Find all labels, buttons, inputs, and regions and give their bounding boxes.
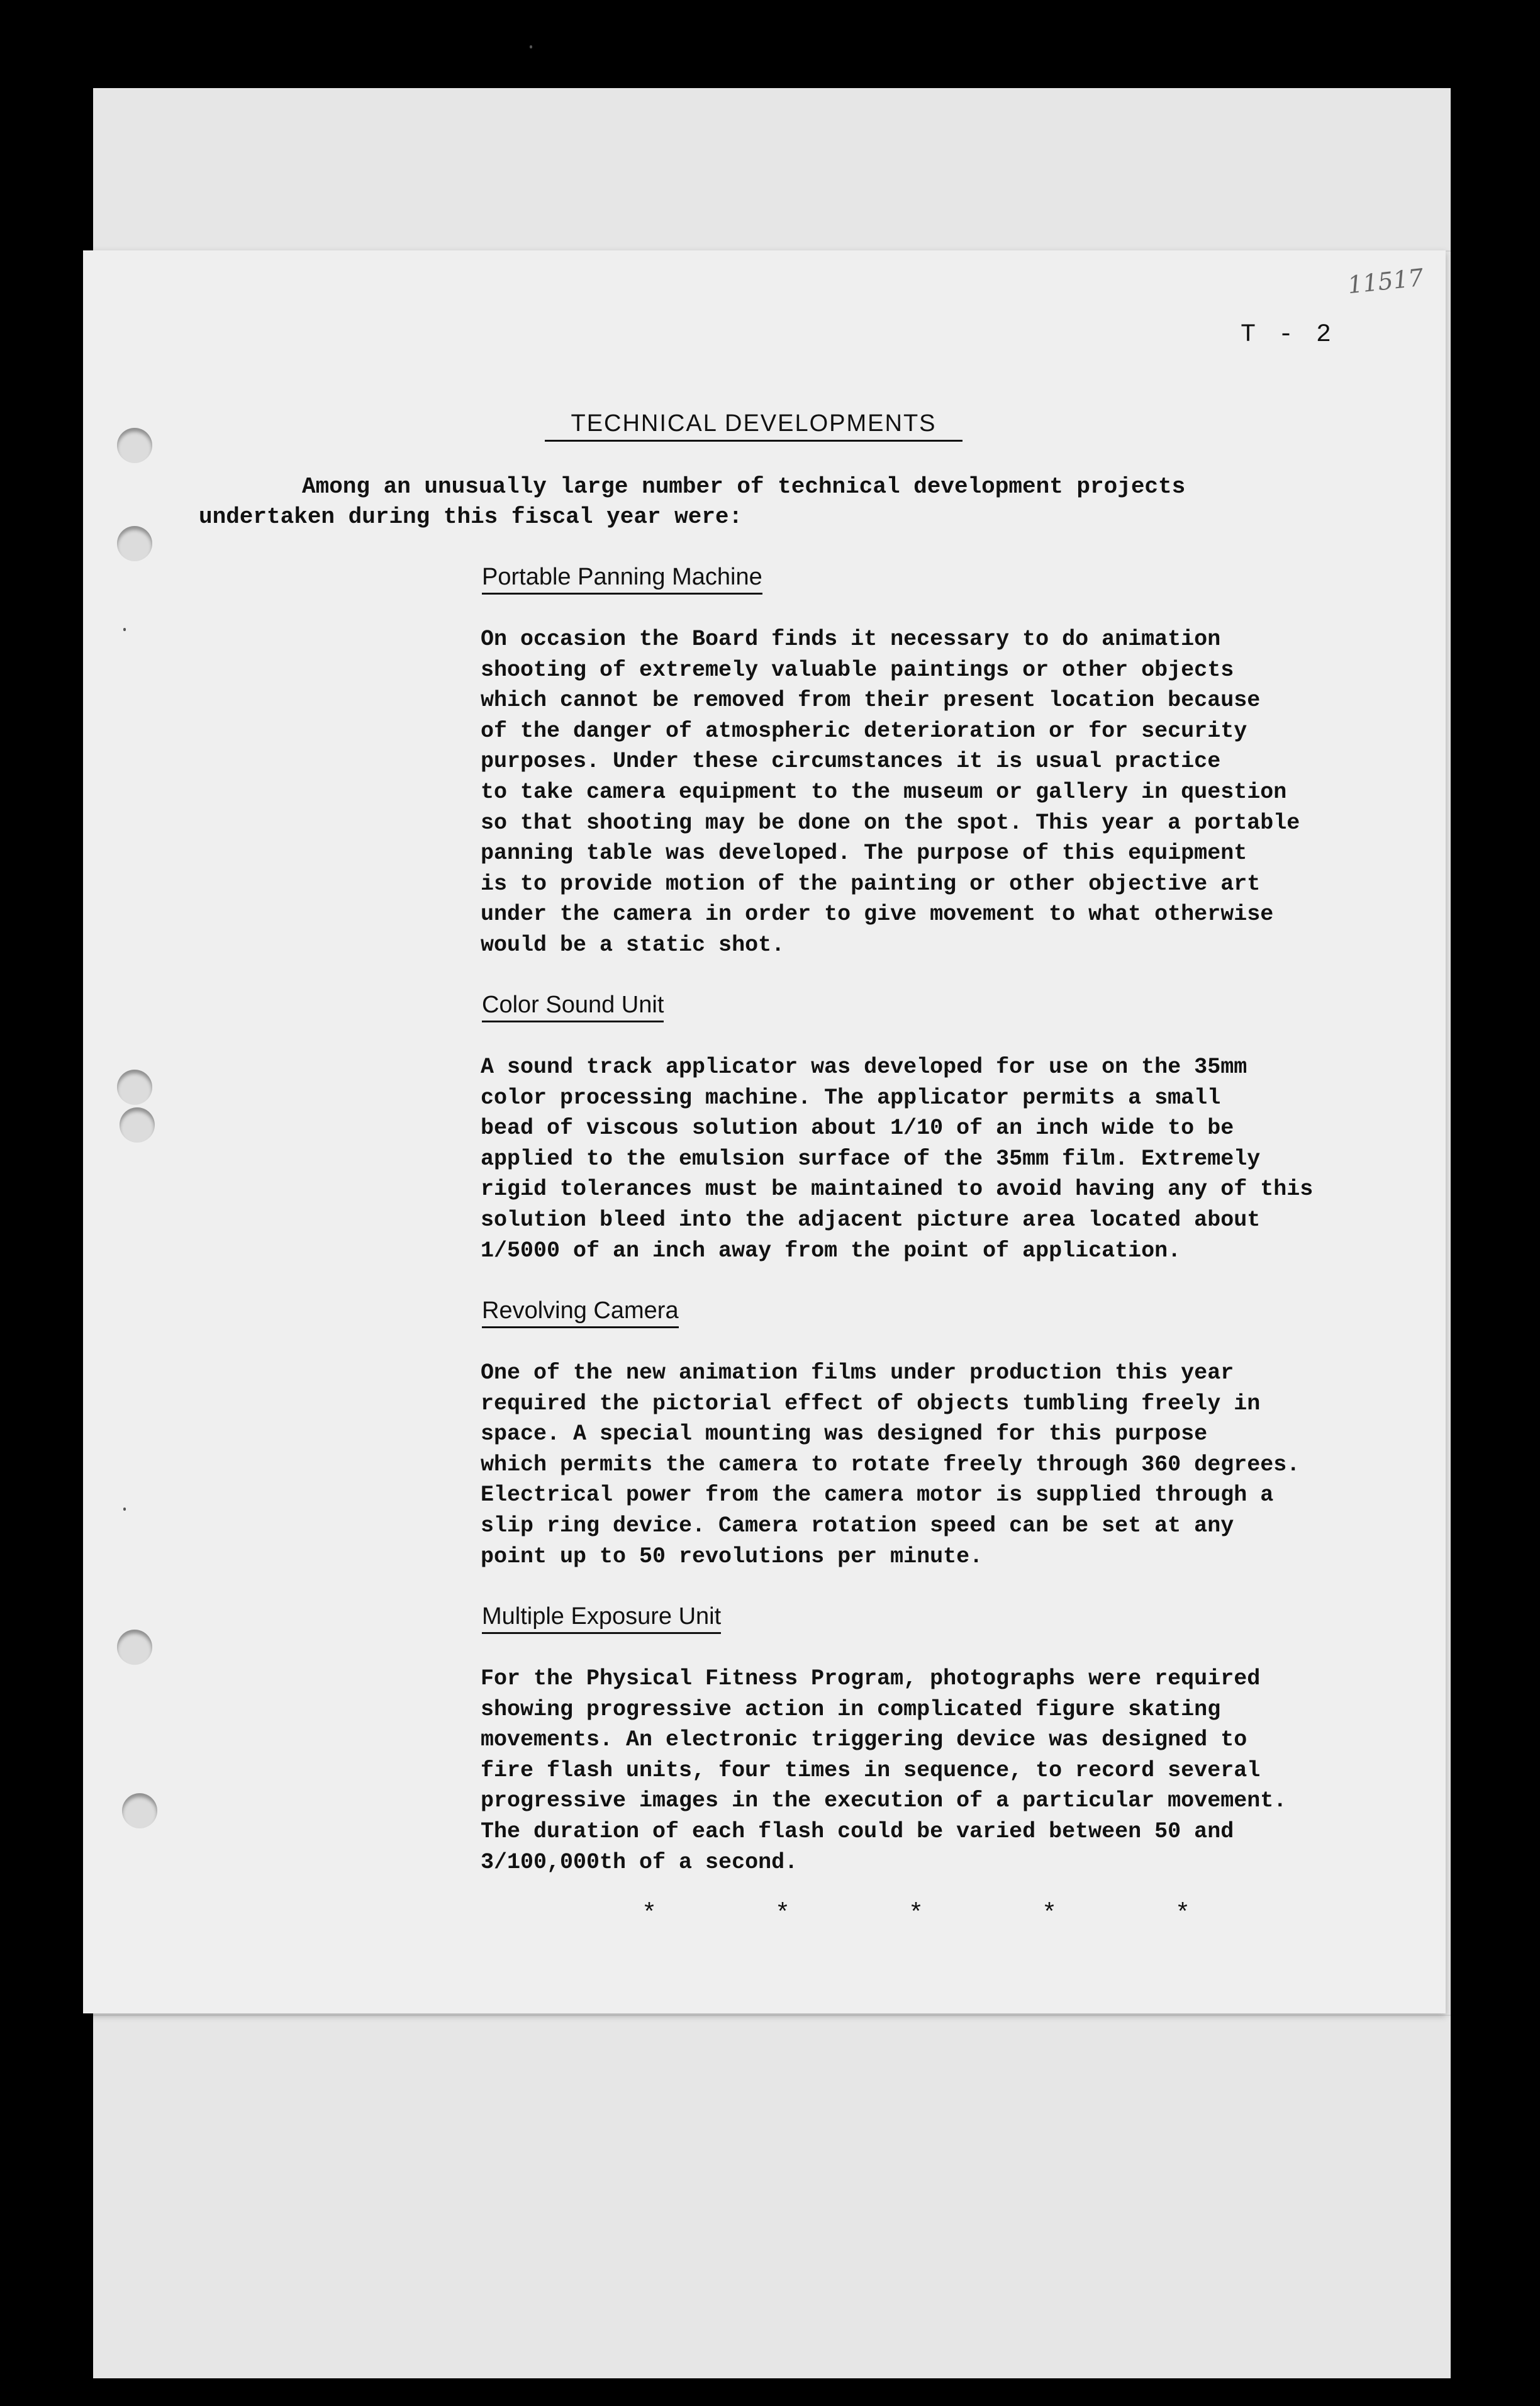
punch-hole [117, 1070, 152, 1105]
speck [123, 1508, 126, 1511]
punch-hole [120, 1107, 155, 1143]
speck [530, 45, 532, 48]
closing-asterisks: * * * * * [642, 1900, 1242, 1928]
section-heading-color-sound-unit: Color Sound Unit [482, 992, 664, 1022]
page-title: TECHNICAL DEVELOPMENTS [545, 410, 962, 442]
section-heading-revolving-camera: Revolving Camera [482, 1297, 679, 1328]
section-heading-panning-machine: Portable Panning Machine [482, 564, 762, 595]
section-body-color-sound-unit: A sound track applicator was developed for use on the 35mm color processing machine. The applicator permits a small bead of viscous solution about 1/10 of an inch wide to be applied to the emulsion surface of the 35mm film. Extremely rigid tolerances must be maintained to avoid having any of this solution bleed into the adjacent picture area located about 1/5000 of an inch away from the point of application. [481, 1055, 1314, 1263]
section-body-multiple-exposure: For the Physical Fitness Program, photographs were required showing progressive action in complicated figure skating movements. An electronic triggering device was designed to fire flash units, four times in sequence, to record several progressive images in the execution of a particular movement. The duration of each flash could be varied between 50 and 3/100,000th of a second. [481, 1666, 1287, 1875]
punch-hole [122, 1793, 157, 1828]
punch-hole [117, 428, 152, 463]
punch-hole [117, 526, 152, 561]
sheet-seam [93, 2015, 1451, 2016]
intro-paragraph: Among an unusually large number of technical development projects undertaken during this fiscal year were: [199, 474, 1186, 530]
section-body-revolving-camera: One of the new animation films under production this year required the pictorial effect of objects tumbling freely in space. A special mounting was designed for this purpose which permits the camera to rotate freely through 360 degrees. Electrical power from the camera motor is supplied through a slip ring device. Camera rotation speed can be set at any point up to 50 revolutions per minute. [481, 1360, 1300, 1569]
archive-number: 11517 [1346, 263, 1425, 299]
speck [123, 628, 126, 631]
section-body-panning-machine: On occasion the Board finds it necessary to do animation shooting of extremely valuable paintings or other objects which cannot be removed from their present location because of the danger of atmospheric deterioration or for security purposes. Under these circumstances it is usual practice to take camera equipment to the museum or gallery in question so that shooting may be done on the spot. This year a portable panning table was developed. The purpose of this equipment is to provide motion of the painting or other objective art under the camera in order to give movement to what otherwise would be a static shot. [481, 627, 1300, 958]
section-heading-multiple-exposure: Multiple Exposure Unit [482, 1603, 721, 1634]
punch-hole [117, 1630, 152, 1665]
page-id: T - 2 [1241, 321, 1336, 349]
